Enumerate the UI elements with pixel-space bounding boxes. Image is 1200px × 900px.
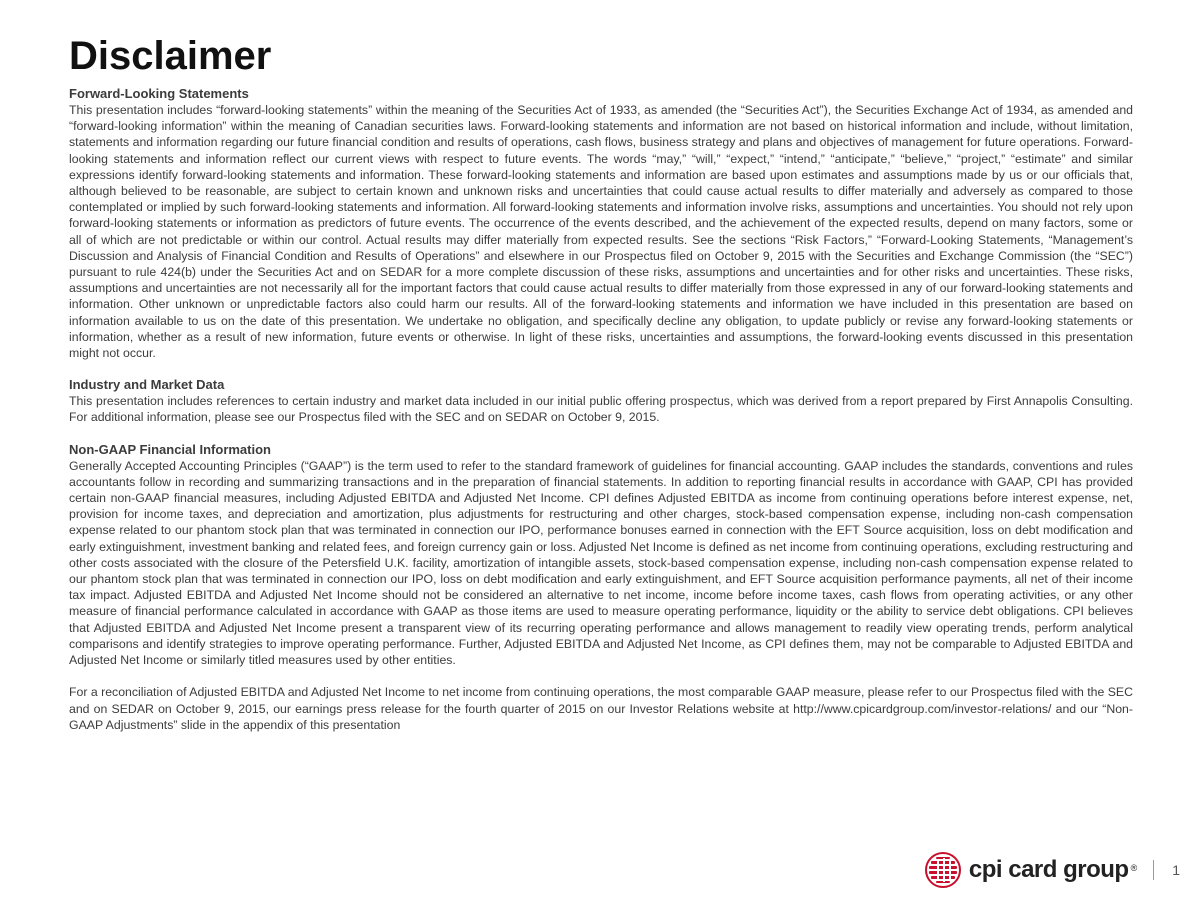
footer-divider bbox=[1153, 860, 1154, 880]
section-paragraph: This presentation includes references to certain industry and market data included in our initial public offering prospectus, which was derived from a report prepared by First Annapolis Consulting. For additional information, please see our Prospectus filed with the SEC and on SEDAR on October 9, 2015. bbox=[69, 394, 1133, 425]
page-number: 1 bbox=[1172, 862, 1180, 878]
slide-footer bbox=[925, 850, 1180, 890]
registered-mark: ® bbox=[1130, 863, 1138, 873]
cpi-globe-logo-icon bbox=[925, 852, 961, 888]
disclaimer-content bbox=[69, 86, 1133, 749]
reconciliation-paragraph: For a reconciliation of Adjusted EBITDA and Adjusted Net Income to net income from continuing operations, the most comparable GAAP measure, please refer to our Prospectus filed with the SEC and on SEDAR on October 9, 2015, our earnings press release for the fourth quarter of 2015 on our Investor Relations website at http://www.cpicardgroup.com/investor-relations/ and our “Non-GAAP Adjustments” slide in the appendix of this presentation bbox=[69, 685, 1134, 732]
page-title: Disclaimer bbox=[69, 34, 272, 78]
section-heading: Non-GAAP Financial Information bbox=[69, 441, 271, 457]
section-forward-looking-statements bbox=[69, 86, 1133, 361]
section-heading: Forward-Looking Statements bbox=[69, 86, 249, 101]
section-industry-market-data bbox=[69, 377, 1133, 425]
section-heading: Industry and Market Data bbox=[69, 377, 225, 393]
brand-name: cpi card group bbox=[968, 856, 1129, 883]
section-paragraph: This presentation includes “forward-looking statements” within the meaning of the Securities Act of 1933, as amended (the “Securities Act”), the Securities Exchange Act of 1934, as amended and “forward-looking information” within the meaning of Canadian securities laws. Forward-looking statements and information are not based on historical information and include, without limitation, statements and information regarding our future financial condition and results of operations, cash flows, business strategy and plans and objectives of management for future operations. Forward-looking statements and information reflect our current views with respect to future events. The words “may,” “will,” “expect,” “intend,” “anticipate,” “believe,” “project,” “estimate” and similar expressions identify forward-looking statements and information. These forward-looking statements and information are based upon estimates and assumptions made by us or our officials that, although believed to be reasonable, are subject to certain known and unknown risks and uncertainties that could cause actual results to differ materially and adversely as compared to those contemplated or implied by such forward-looking statements and information. All forward-looking statements and information involve risks, assumptions and uncertainties. You should not rely upon forward-looking statements or information as predictors of future events. The occurrence of the events described, and the achievement of the expected results, depend on many factors, some or all of which are not predictable or within our control. Actual results may differ materially from expected results. See the sections “Risk Factors,” “Forward-Looking Statements, “Management’s Discussion and Analysis of Financial Condition and Results of Operations” and elsewhere in our Prospectus filed on October 9, 2015 with the Securities and Exchange Commission (the “SEC”) pursuant to rule 424(b) under the Securities Act and on SEDAR for a more complete discussion of these risks, assumptions and uncertainties and for other risks and uncertainties. These risks, assumptions and uncertainties are not necessarily all for the important factors that could cause actual results to differ materially from those expressed in any of our forward-looking statements and information. Other unknown or unpredictable factors also could harm our results. All of the forward-looking statements and information we have included in this presentation are based on information available to us on the date of this presentation. We undertake no obligation, and specifically decline any obligation, to update publicly or revise any forward-looking statements or information, whether as a result of new information, future events or otherwise. In light of these risks, uncertainties and assumptions, the forward-looking events discussed in this presentation might not occur. bbox=[69, 103, 1133, 361]
section-paragraph: Generally Accepted Accounting Principles (“GAAP”) is the term used to refer to the standard framework of guidelines for financial accounting. GAAP includes the standards, conventions and rules accountants follow in recording and summarizing transactions and in the preparation of financial statements. In addition to reporting financial results in accordance with GAAP, CPI has provided certain non-GAAP financial measures, including Adjusted EBITDA and Adjusted Net Income. CPI defines Adjusted EBITDA as income from continuing operations before interest expense, net, provision for income taxes, and depreciation and amortization, plus adjustments for restructuring and other charges, stock-based compensation expense, including non-cash compensation expense related to our phantom stock plan that was terminated in connection our IPO, performance bonuses earned in connection with the EFT Source acquisition, loss on debt modification and early extinguishment, investment banking and related fees, and foreign currency gain or loss. Adjusted Net Income is defined as net income from continuing operations, excluding restructuring and other costs associated with the closure of the Petersfield U.K. facility, amortization of intangible assets, stock-based compensation expense, including non-cash compensation expense related to our phantom stock plan that was terminated in connection our IPO, loss on debt modification and early extinguishment, and EFT Source acquisition performance payments, all net of their income tax impact. Adjusted EBITDA and Adjusted Net Income should not be considered an alternative to net income, income before income taxes, cash flows from operating activities, or any other measure of financial performance calculated in accordance with GAAP as those items are used to measure operating performance, liquidity or the ability to service debt obligations. CPI believes that Adjusted EBITDA and Adjusted Net Income present a transparent view of its recurring operating performance and allows management to readily view operating trends, perform analytical comparisons and identify strategies to improve operating performance. Further, Adjusted EBITDA and Adjusted Net Income, as CPI defines them, may not be comparable to Adjusted EBITDA and Adjusted Net Income or similarly titled measures used by other entities. bbox=[69, 458, 1133, 668]
section-non-gaap-financial-information bbox=[69, 442, 1133, 733]
